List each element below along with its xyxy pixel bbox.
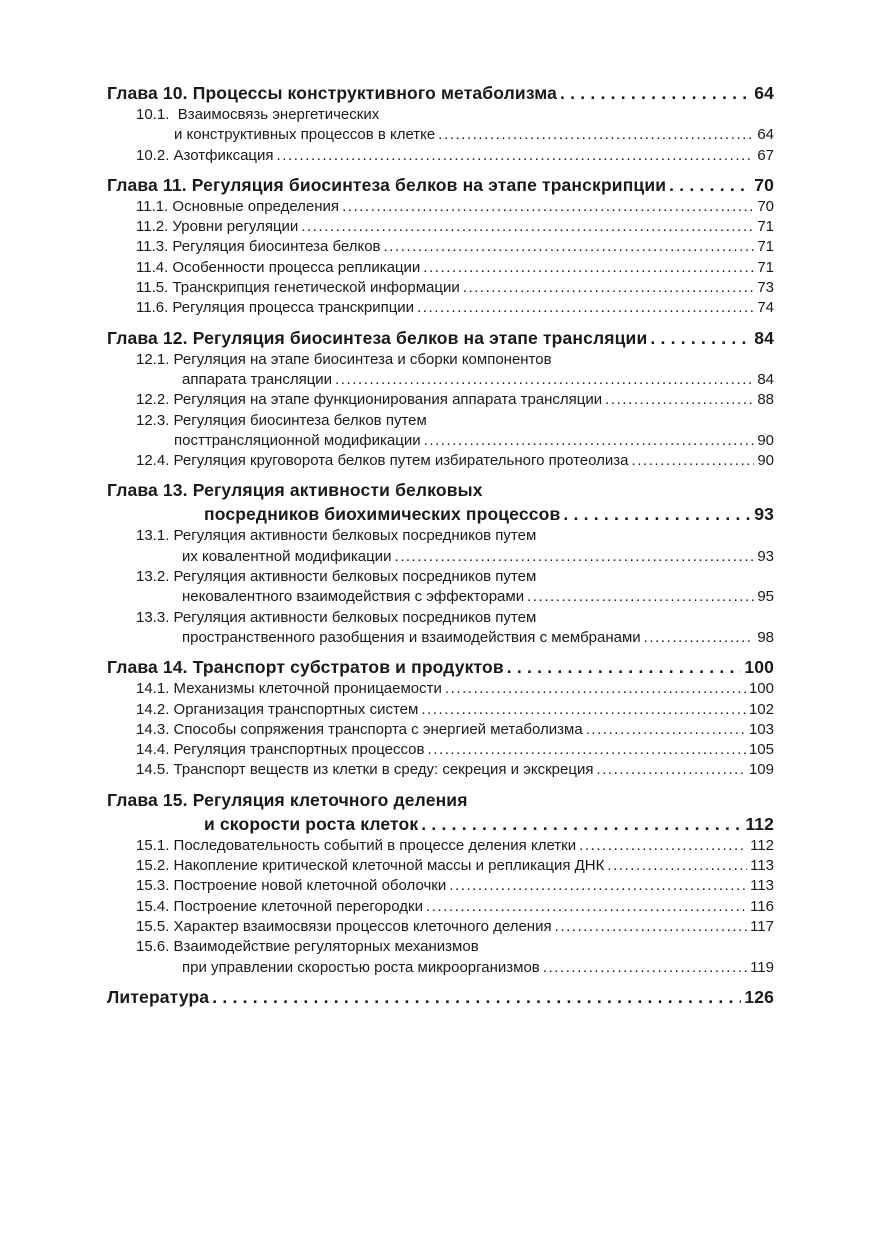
dot-leader [301, 217, 754, 237]
dot-leader [507, 655, 742, 679]
toc-chapter-13-cont [107, 502, 774, 526]
dot-leader [335, 370, 754, 390]
page-number: 98 [757, 628, 774, 646]
section-title: Организация транспортных систем [173, 700, 419, 718]
section-number: 15.2. [136, 857, 170, 875]
page-number: 67 [757, 146, 774, 164]
page-number: 117 [750, 917, 774, 935]
page-number: 105 [748, 741, 774, 759]
section-number: 12.1. [136, 350, 170, 368]
section-number: 12.2. [136, 391, 170, 409]
page-number: 112 [750, 836, 774, 854]
toc-section-11-4 [107, 258, 774, 278]
toc-chapter-15 [107, 788, 774, 812]
page-number: 71 [757, 218, 774, 236]
section-number: 11.1. [136, 197, 169, 215]
toc-section-12-2 [107, 390, 774, 410]
section-title: Регуляция на этапе биосинтеза и сборки компонентов [173, 350, 552, 368]
section-number: 15.3. [136, 877, 170, 895]
section-number: 14.4. [136, 741, 170, 759]
section-title: Построение новой клеточной оболочки [173, 877, 447, 895]
toc-section-15-1 [107, 836, 774, 856]
section-title: Последовательность событий в процессе деления клетки [173, 836, 577, 854]
dot-leader [445, 679, 746, 699]
page-number: 102 [748, 700, 774, 718]
section-number: 13.1. [136, 527, 170, 545]
section-number: 11.6. [136, 299, 169, 317]
toc-chapter-12 [107, 326, 774, 350]
section-number: 13.3. [136, 608, 170, 626]
page-number: 90 [757, 431, 774, 449]
dot-leader [543, 958, 747, 978]
section-title: Регуляция активности белковых посредников путем [173, 568, 537, 586]
toc-section-11-5 [107, 278, 774, 298]
section-number: 14.5. [136, 761, 170, 779]
toc-section-13-1 [107, 526, 774, 546]
toc-section-15-5 [107, 917, 774, 937]
chapter-title-cont: посредников биохимических процессов [204, 504, 561, 525]
page-number: 93 [757, 547, 774, 565]
toc-section-14-5 [107, 760, 774, 780]
section-title-cont: аппарата трансляции [182, 370, 333, 388]
section-number: 15.1. [136, 836, 170, 854]
page-number: 112 [745, 813, 774, 834]
dot-leader [427, 740, 745, 760]
section-number: 12.4. [136, 452, 170, 470]
section-title: Регуляция биосинтеза белков путем [173, 411, 427, 429]
section-number: 14.2. [136, 700, 170, 718]
page-number: 84 [757, 370, 774, 388]
chapter-title: Глава 15. Регуляция клеточного деления [107, 789, 468, 810]
dot-leader [421, 700, 746, 720]
toc-chapter-10 [107, 81, 774, 105]
dot-leader [384, 237, 755, 257]
dot-leader [277, 146, 755, 166]
section-title: Построение клеточной перегородки [173, 897, 423, 915]
section-number: 15.5. [136, 917, 170, 935]
dot-leader [527, 587, 754, 607]
toc-section-12-3 [107, 411, 774, 431]
dot-leader [596, 760, 746, 780]
toc-section-10-1 [107, 105, 774, 125]
dot-leader [449, 876, 747, 896]
section-title: Азотфиксация [173, 146, 274, 164]
toc-chapter-13 [107, 478, 774, 502]
page-number: 116 [750, 897, 774, 915]
section-title: Регуляция активности белковых посредников путем [173, 608, 537, 626]
dot-leader [342, 197, 754, 217]
dot-leader [632, 451, 755, 471]
dot-leader [423, 258, 754, 278]
toc-chapter-14 [107, 655, 774, 679]
page-number: 119 [750, 958, 774, 976]
dot-leader [417, 298, 754, 318]
chapter-title: Глава 14. Транспорт субстратов и продуктов [107, 657, 504, 678]
chapter-title: Литература [107, 986, 210, 1007]
toc-chapter-15-cont [107, 812, 774, 836]
page-number: 100 [744, 657, 774, 678]
toc-section-15-4 [107, 897, 774, 917]
section-title: Регуляция транспортных процессов [173, 741, 425, 759]
section-number: 14.3. [136, 720, 170, 738]
section-title: Механизмы клеточной проницаемости [173, 680, 442, 698]
toc-section-11-2 [107, 217, 774, 237]
dot-leader [586, 720, 746, 740]
page-number: 84 [754, 327, 774, 348]
toc-section-13-3-cont [107, 628, 774, 648]
section-title-cont: посттрансляционной модификации [174, 431, 421, 449]
toc-section-13-2-cont [107, 587, 774, 607]
page-number: 71 [757, 258, 774, 276]
page-number: 103 [748, 720, 774, 738]
toc-section-12-1-cont [107, 370, 774, 390]
dot-leader [669, 173, 751, 197]
dot-leader [555, 917, 747, 937]
section-title-cont: и конструктивных процессов в клетке [174, 126, 436, 144]
page-number: 64 [754, 83, 774, 103]
dot-leader [605, 390, 754, 410]
section-number: 15.6. [136, 938, 170, 956]
dot-leader [426, 897, 747, 917]
page-number: 64 [757, 126, 774, 144]
section-title: Основные определения [172, 197, 340, 215]
dot-leader [579, 836, 747, 856]
section-title-cont: при управлении скоростью роста микроорганизмов [182, 958, 540, 976]
toc-section-10-2 [107, 146, 774, 166]
page-number: 74 [757, 299, 774, 317]
page-number: 109 [748, 761, 774, 779]
dot-leader [424, 431, 755, 451]
toc-section-11-1 [107, 197, 774, 217]
dot-leader [563, 502, 751, 526]
dot-leader [607, 856, 747, 876]
section-number: 12.3. [136, 411, 170, 429]
page-number: 100 [748, 680, 774, 698]
section-number: 10.2. [136, 146, 170, 164]
toc-section-11-3 [107, 237, 774, 257]
toc-section-13-1-cont [107, 547, 774, 567]
section-number: 10.1. [136, 106, 170, 123]
section-number: 14.1. [136, 680, 170, 698]
chapter-title: Глава 11. Регуляция биосинтеза белков на этапе транскрипции [107, 174, 667, 195]
toc-section-13-3 [107, 608, 774, 628]
toc-section-12-3-cont [107, 431, 774, 451]
dot-leader [394, 547, 754, 567]
dot-leader [421, 812, 742, 836]
section-title: Транскрипция генетической информации [172, 279, 460, 297]
section-title: Характер взаимосвязи процессов клеточного деления [173, 917, 552, 935]
section-title: Особенности процесса репликации [172, 258, 421, 276]
table-of-contents [107, 81, 774, 1009]
toc-section-14-4 [107, 740, 774, 760]
section-title-cont: их ковалентной модификации [182, 547, 392, 565]
page-number: 95 [757, 588, 774, 606]
toc-section-15-6 [107, 937, 774, 957]
page-number: 90 [757, 452, 774, 470]
page-number: 70 [757, 197, 774, 215]
section-title: Транспорт веществ из клетки в среду: секреция и экскреция [173, 761, 594, 779]
page-number: 71 [757, 238, 774, 256]
section-title: Регуляция круговорота белков путем избирательного протеолиза [173, 452, 629, 470]
section-title: Накопление критической клеточной массы и репликация ДНК [173, 857, 605, 875]
dot-leader [644, 628, 755, 648]
section-number: 15.4. [136, 897, 170, 915]
toc-literature [107, 985, 774, 1009]
section-number: 11.3. [136, 238, 169, 256]
section-number: 11.4. [136, 258, 169, 276]
section-title: Регуляция процесса транскрипции [172, 299, 415, 317]
chapter-title: Глава 12. Регуляция биосинтеза белков на этапе трансляции [107, 327, 648, 348]
page-number: 113 [750, 877, 774, 895]
toc-section-10-1-cont [107, 125, 774, 145]
toc-section-15-3 [107, 876, 774, 896]
toc-section-15-2 [107, 856, 774, 876]
toc-section-14-1 [107, 679, 774, 699]
page-number: 73 [757, 279, 774, 297]
section-title: Взаимосвязь энергетических [177, 106, 380, 123]
dot-leader [463, 278, 755, 298]
dot-leader [650, 326, 751, 350]
page-number: 88 [757, 391, 774, 409]
section-title: Взаимодействие регуляторных механизмов [173, 938, 479, 956]
toc-section-13-2 [107, 567, 774, 587]
page-number: 93 [754, 504, 774, 525]
dot-leader [438, 125, 754, 145]
chapter-title: Глава 13. Регуляция активности белковых [107, 480, 483, 501]
section-number: 11.5. [136, 279, 169, 297]
section-number: 11.2. [136, 218, 169, 236]
section-title-cont: нековалентного взаимодействия с эффекторами [182, 588, 525, 606]
section-title-cont: пространственного разобщения и взаимодействия с мембранами [182, 628, 641, 646]
toc-section-12-4 [107, 451, 774, 471]
toc-chapter-11 [107, 173, 774, 197]
section-title: Регуляция активности белковых посредников путем [173, 527, 537, 545]
page-number: 70 [754, 174, 774, 195]
dot-leader [560, 81, 751, 105]
dot-leader [212, 985, 741, 1009]
chapter-title: Глава 10. Процессы конструктивного метаболизма [107, 83, 557, 103]
section-title: Уровни регуляции [172, 218, 299, 236]
page-number: 113 [750, 857, 774, 875]
toc-section-15-6-cont [107, 958, 774, 978]
section-title: Способы сопряжения транспорта с энергией метаболизма [173, 720, 583, 738]
chapter-title-cont: и скорости роста клеток [204, 813, 419, 834]
page-number: 126 [744, 986, 774, 1007]
toc-section-11-6 [107, 298, 774, 318]
toc-section-14-2 [107, 700, 774, 720]
toc-section-14-3 [107, 720, 774, 740]
section-title: Регуляция на этапе функционирования аппарата трансляции [173, 391, 603, 409]
section-title: Регуляция биосинтеза белков [172, 238, 381, 256]
section-number: 13.2. [136, 568, 170, 586]
toc-section-12-1 [107, 350, 774, 370]
